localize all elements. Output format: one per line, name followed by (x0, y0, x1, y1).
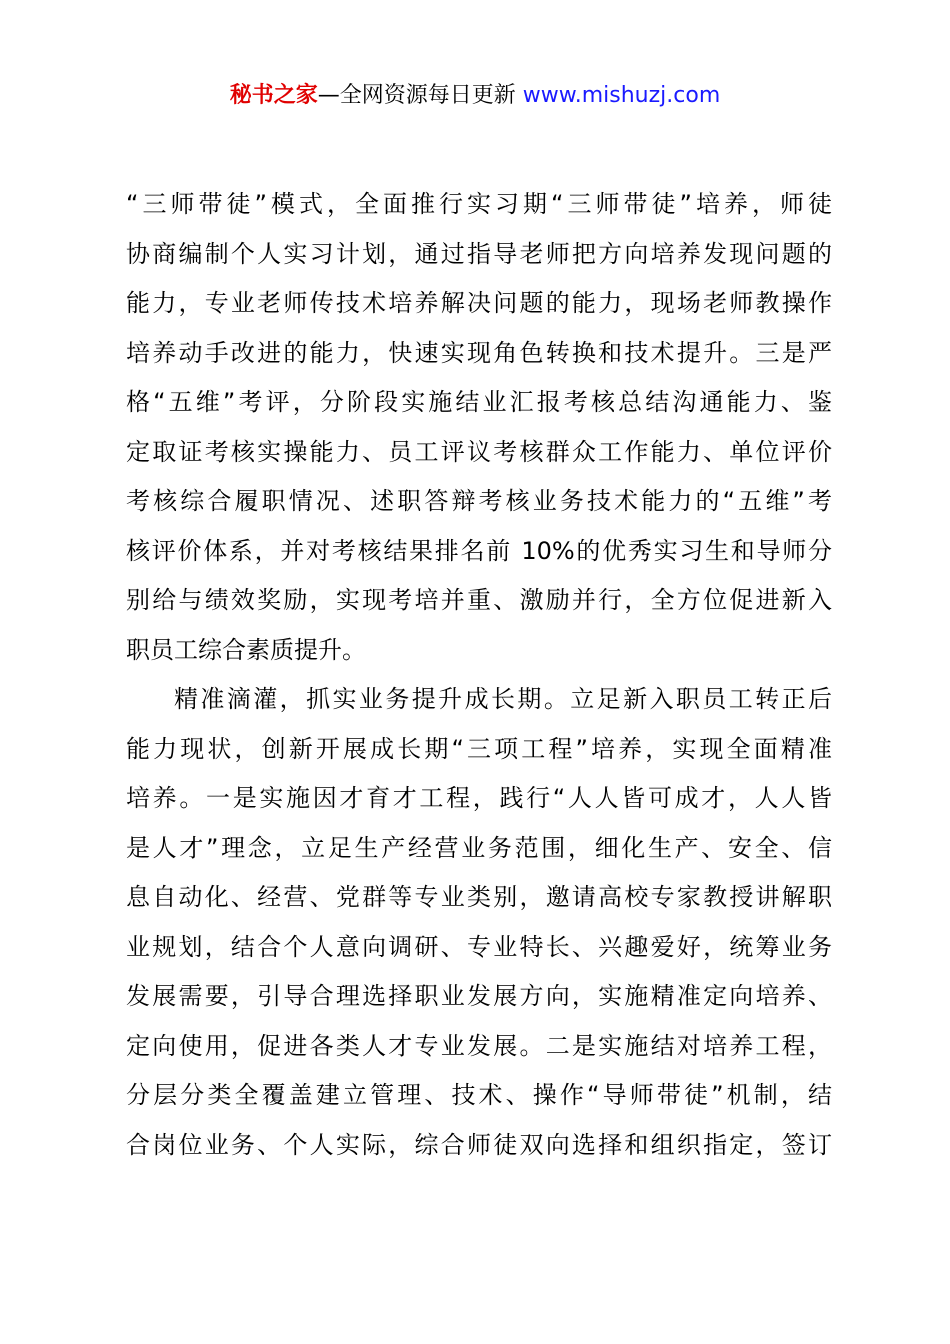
text-line: 别给与绩效奖励，实现考培并重、激励并行，全方位促进新入 (126, 586, 832, 614)
site-url-link[interactable]: www.mishuzj.com (522, 83, 721, 108)
text-line: “三师带徒”模式，全面推行实习期“三师带徒”培养，师徒 (126, 190, 832, 218)
text-line: 定取证考核实操能力、员工评议考核群众工作能力、单位评价 (126, 437, 832, 466)
text-line: 能力现状，创新开展成长期“三项工程”培养，实现全面精准 (126, 734, 832, 763)
text-line: 培养动手改进的能力，快速实现角色转换和技术提升。三是严 (126, 338, 832, 367)
text-line: 业规划，结合个人意向调研、专业特长、兴趣爱好，统筹业务 (126, 932, 832, 961)
text-line: 培养。一是实施因才育才工程，践行“人人皆可成才，人人皆 (126, 784, 832, 812)
text-line: 分层分类全覆盖建立管理、技术、操作“导师带徒”机制，结 (126, 1081, 832, 1109)
brand-name: 秘书之家 (229, 83, 318, 108)
header-tagline: —全网资源每日更新 (317, 83, 516, 108)
text-line: 核评价体系，并对考核结果排名前 10%的优秀实习生和导师分 (126, 536, 832, 565)
text-line: 定向使用，促进各类人才专业发展。二是实施结对培养工程， (126, 1031, 832, 1060)
text-line: 发展需要，引导合理选择职业发展方向，实施精准定向培养、 (126, 982, 832, 1010)
text-line: 是人才”理念，立足生产经营业务范围，细化生产、安全、信 (126, 833, 832, 862)
text-line: 精准滴灌，抓实业务提升成长期。立足新入职员工转正后 (174, 685, 832, 713)
text-line: 考核综合履职情况、述职答辩考核业务技术能力的“五维”考 (126, 487, 832, 515)
text-line: 合岗位业务、个人实际，综合师徒双向选择和组织指定，签订 (126, 1130, 832, 1159)
text-line: 协商编制个人实习计划，通过指导老师把方向培养发现问题的 (126, 239, 832, 268)
site-header (0, 80, 950, 112)
text-line: 能力，专业老师传技术培养解决问题的能力，现场老师教操作 (126, 289, 832, 317)
text-line: 息自动化、经营、党群等专业类别，邀请高校专家教授讲解职 (126, 883, 832, 911)
document-body (126, 180, 832, 1170)
text-line: 格“五维”考评，分阶段实施结业汇报考核总结沟通能力、鉴 (126, 388, 832, 416)
text-line: 职员工综合素质提升。 (126, 635, 366, 664)
